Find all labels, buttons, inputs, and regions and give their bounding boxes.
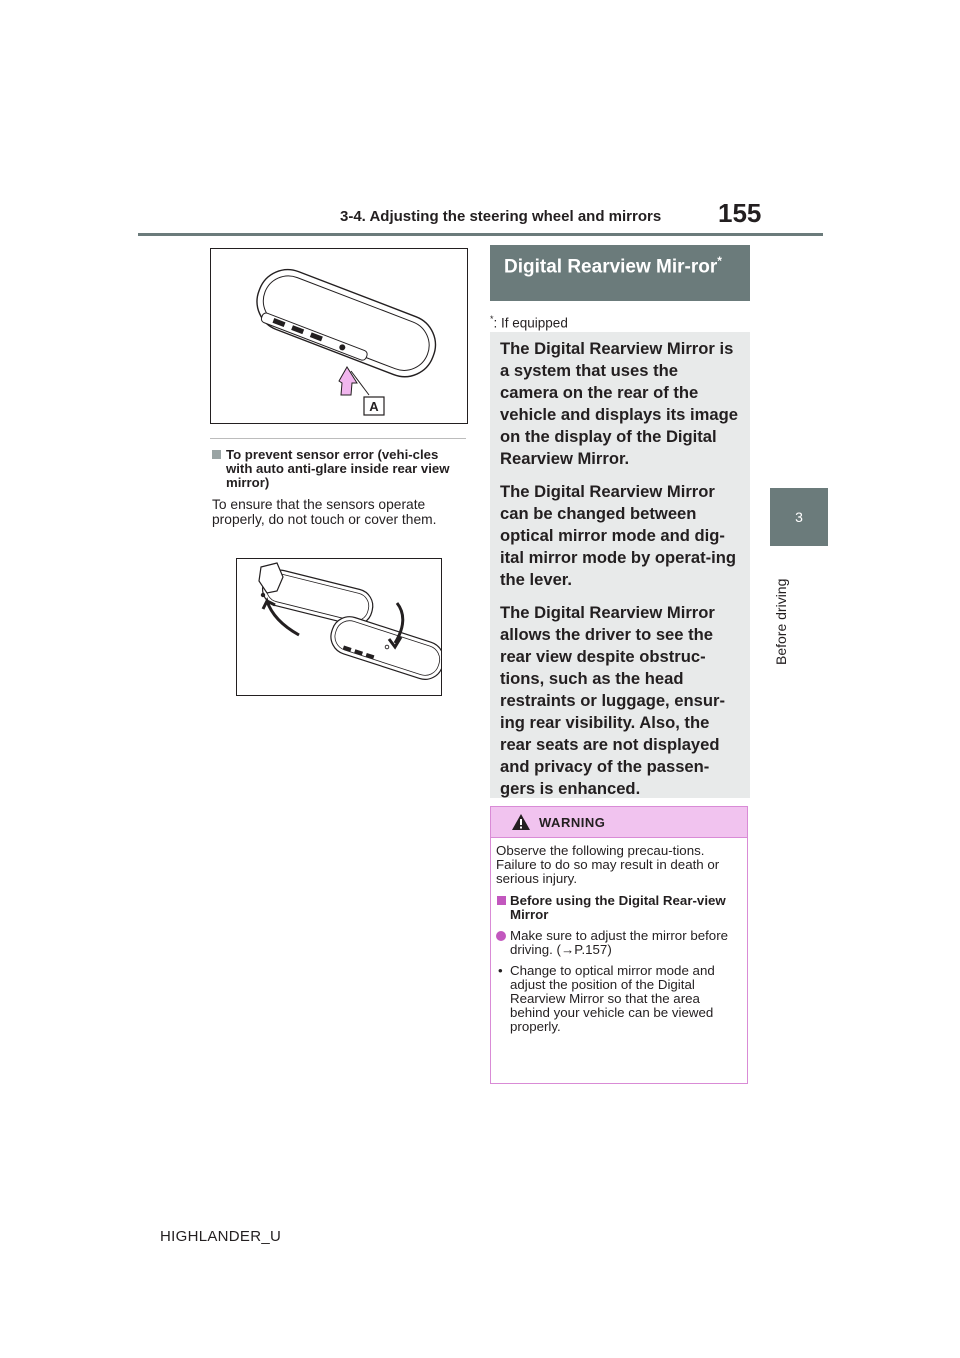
warning-box bbox=[490, 806, 748, 1084]
summary-box bbox=[490, 332, 750, 798]
footnote-mark: * bbox=[490, 314, 494, 324]
warning-dash-item bbox=[496, 964, 742, 1034]
header-rule bbox=[138, 233, 823, 236]
chapter-tab: 3 bbox=[770, 488, 828, 546]
dot-bullet-icon: • bbox=[498, 963, 503, 978]
chapter-label bbox=[771, 555, 795, 665]
warning-subheading-text: Before using the Digital Rear-view Mirror bbox=[510, 893, 726, 922]
bullet-heading-text: To prevent sensor error (vehi-cles with auto anti-glare inside rear view mirror) bbox=[226, 447, 450, 490]
square-bullet-icon bbox=[497, 896, 506, 905]
model-footer: HIGHLANDER_U bbox=[160, 1228, 282, 1245]
mirror-sensor-location-illustration bbox=[236, 558, 442, 696]
warning-header bbox=[491, 807, 747, 838]
section-title bbox=[490, 245, 750, 301]
warning-bullet bbox=[496, 929, 742, 957]
mirror-location-drawing bbox=[237, 559, 441, 695]
page-number: 155 bbox=[718, 198, 762, 228]
section-title-text: Digital Rearview Mir-ror bbox=[504, 256, 718, 278]
footnote-text: : If equipped bbox=[493, 315, 568, 331]
square-bullet-icon bbox=[212, 450, 221, 459]
summary-paragraph: The Digital Rearview Mirror is a system that uses the camera on the rear of the vehicle and displays its image on the display of the Digital Rearview Mirror. bbox=[500, 339, 738, 468]
chapter-label-text: Before driving bbox=[773, 578, 789, 665]
summary-paragraph: The Digital Rearview Mirror allows the driver to see the rear view despite obstruc-tions, such as the head restraints or luggage, ensur-ing rear visibility. Also, the rear seats are not displayed and privacy of the passen-gers is enhanced. bbox=[500, 603, 725, 798]
callout-label-a: A bbox=[369, 399, 379, 414]
running-header-section: 3-4. Adjusting the steering wheel and mirrors bbox=[340, 208, 662, 225]
round-bullet-icon bbox=[496, 931, 506, 941]
warning-intro: Observe the following precau-tions. Failure to do so may result in death or serious injury. bbox=[496, 843, 720, 886]
section-title-mark: * bbox=[717, 254, 722, 268]
summary-paragraph: The Digital Rearview Mirror can be changed between optical mirror mode and dig-ital mirror mode by operat-ing the lever. bbox=[500, 482, 737, 589]
mirror-sensor-illustration bbox=[210, 248, 468, 424]
sensor-instruction-text: To ensure that the sensors operate properly, do not touch or cover them. bbox=[212, 497, 437, 527]
warning-dash-text: Change to optical mirror mode and adjust the position of the Digital Rearview Mirror so that the area behind your vehicle can be viewed properly. bbox=[510, 963, 715, 1034]
warning-triangle-icon bbox=[511, 813, 531, 836]
mirror-sensor-drawing bbox=[211, 249, 467, 423]
warning-body bbox=[491, 838, 747, 1034]
warning-title: WARNING bbox=[539, 815, 606, 830]
warning-bullet-text: Make sure to adjust the mirror before driving. (→P.157) bbox=[510, 928, 729, 957]
warning-subheading bbox=[496, 894, 742, 922]
equipment-footnote bbox=[490, 314, 568, 331]
bullet-heading bbox=[212, 448, 468, 490]
section-separator bbox=[210, 438, 466, 439]
